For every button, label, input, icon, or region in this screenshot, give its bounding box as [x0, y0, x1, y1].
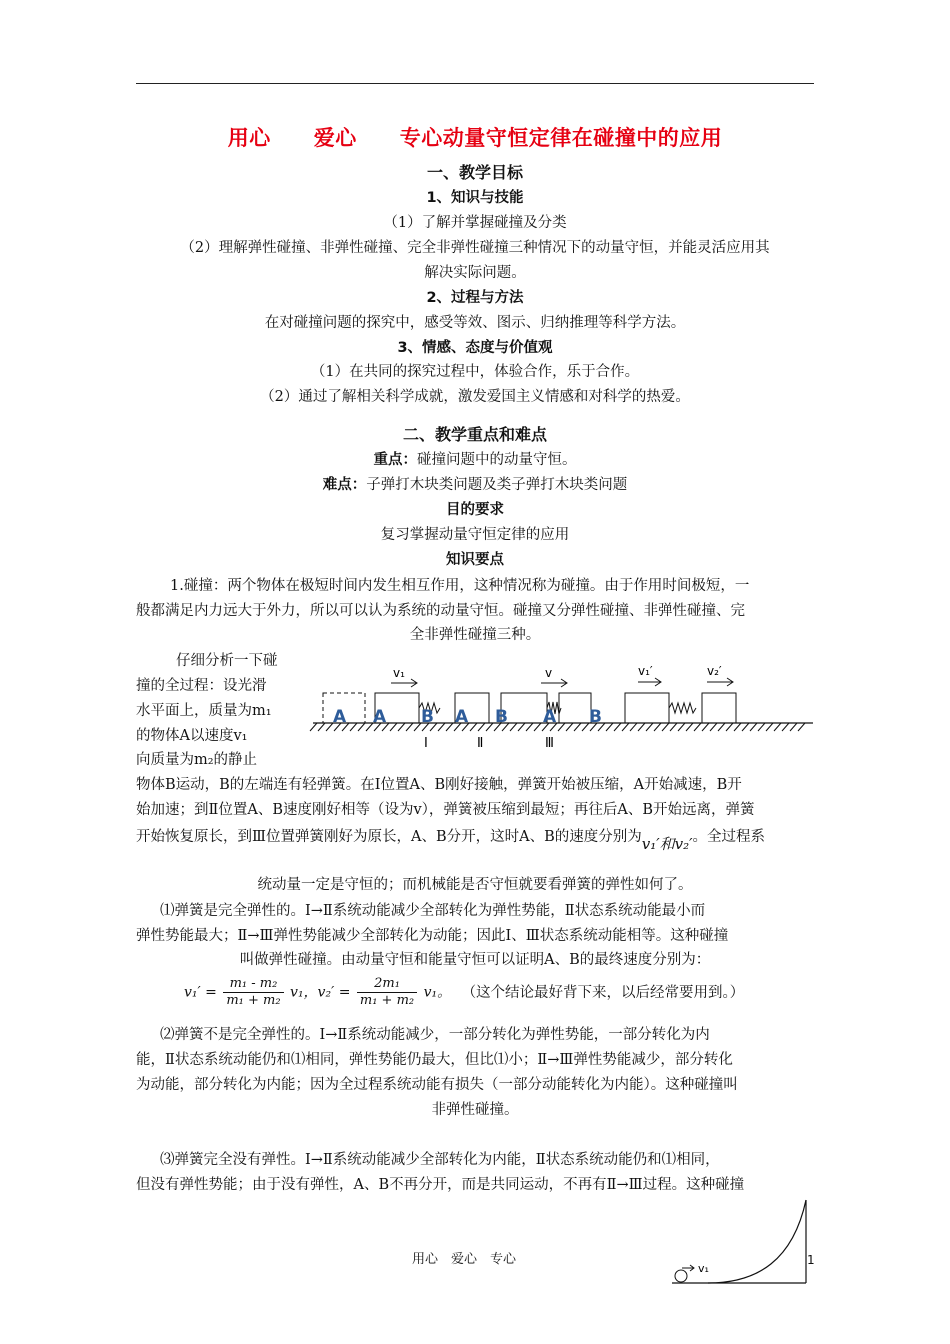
- ground-hatch: [574, 723, 581, 731]
- wrap-line-4: 的物体A以速度v₁: [136, 728, 248, 744]
- ground-hatch: [478, 723, 485, 731]
- ground-hatch: [702, 723, 709, 731]
- fraction-1-numerator: m₁ - m₂: [223, 976, 283, 993]
- ground-hatch: [558, 723, 565, 731]
- ball: [675, 1270, 687, 1282]
- para1-line1: 1.碰撞：两个物体在极短时间内发生相互作用，这种情况称为碰撞。由于作用时间极短，一: [170, 578, 750, 594]
- para2-line4: 统动量一定是守恒的；而机械能是否守恒就要看弹簧的弹性如何了。: [257, 877, 693, 893]
- ground-hatch: [758, 723, 765, 731]
- ground-hatch: [630, 723, 637, 731]
- ground-hatch: [742, 723, 749, 731]
- ground-hatch: [766, 723, 773, 731]
- ground-hatch: [638, 723, 645, 731]
- label-v2-prime: v₂′: [707, 664, 722, 678]
- ground-hatch: [654, 723, 661, 731]
- section-heading-objectives: 一、教学目标: [426, 163, 523, 182]
- ground-hatch: [646, 723, 653, 731]
- case1-line3: 叫做弹性碰撞。由动量守恒和能量守恒可以证明A、B的最终速度分别为：: [239, 952, 711, 968]
- collision-diagram: [305, 655, 825, 755]
- label-a: A: [455, 707, 469, 727]
- ground-hatch: [518, 723, 525, 731]
- objective-item-2b: 解决实际问题。: [424, 265, 526, 281]
- wrap-line-1: 仔细分析一下碰: [176, 653, 278, 669]
- ground-hatch: [358, 723, 365, 731]
- ground-hatch: [774, 723, 781, 731]
- page-number: 1: [807, 1253, 815, 1267]
- wrap-line-3: 水平面上，质量为m₁: [136, 703, 272, 719]
- ground-hatch: [566, 723, 573, 731]
- case1-line2: 弹性势能最大；Ⅱ→Ⅲ弹性势能减少全部转化为动能；因此Ⅰ、Ⅲ状态系统动能相等。这种碰撞: [136, 928, 729, 944]
- objective-item-2a: （2）理解弹性碰撞、非弹性碰撞、完全非弹性碰撞三种情况下的动量守恒，并能灵活应用其: [180, 240, 770, 256]
- corner-v1-label: v₁: [698, 1262, 709, 1275]
- curved-surface: [708, 1200, 806, 1283]
- ground-hatch: [678, 723, 685, 731]
- arrow-v: [541, 679, 567, 687]
- subheading-values: 3、情感、态度与价值观: [397, 340, 553, 356]
- subheading-knowledge: 1、知识与技能: [426, 190, 524, 206]
- section-heading-keypoints: 二、教学重点和难点: [402, 425, 547, 444]
- ground-hatch: [350, 723, 357, 731]
- label-b: B: [589, 707, 602, 727]
- key-point-label: 重点：: [373, 452, 417, 468]
- arrow-v1-prime: [638, 678, 661, 686]
- ground-hatch: [526, 723, 533, 731]
- fraction-2-denominator: m₁ + m₂: [359, 993, 415, 1008]
- difficult-point-label: 难点：: [322, 477, 367, 493]
- difficult-point-text: 子弹打木块类问题及类子弹打木块类问题: [366, 477, 628, 493]
- label-a: A: [543, 707, 557, 727]
- ground-hatch: [710, 723, 717, 731]
- ground-hatch: [390, 723, 397, 731]
- velocity-symbols: v₁′和v₂′: [641, 835, 693, 853]
- ground-hatch: [750, 723, 757, 731]
- position-marker-3: Ⅲ: [545, 736, 554, 751]
- block-b-pos3: [702, 693, 736, 723]
- wrap-line-5: 向质量为m₂的静止: [136, 752, 258, 768]
- position-marker-2: Ⅱ: [477, 736, 484, 751]
- key-point: [136, 447, 814, 473]
- case2-line3: 为动能，部分转化为内能；因为全过程系统动能有损失（一部分动能转化为内能）。这种碰撞叫: [136, 1077, 738, 1093]
- label-v: v: [545, 666, 553, 680]
- objective-item-4: （1）在共同的探究过程中，体验合作，乐于合作。: [310, 364, 640, 380]
- label-b: B: [421, 707, 434, 727]
- goal-heading: 目的要求: [446, 502, 504, 518]
- elastic-formula: [184, 976, 744, 1009]
- ground-hatch: [614, 723, 621, 731]
- para2-line3: [136, 823, 814, 853]
- ground-hatch: [622, 723, 629, 731]
- position-marker-1: Ⅰ: [424, 736, 428, 751]
- ground-hatch: [438, 723, 445, 731]
- label-a: A: [373, 707, 387, 727]
- ground-hatch: [694, 723, 701, 731]
- page-title: 用心 爱心 专心动量守恒定律在碰撞中的应用: [227, 126, 723, 150]
- para1-line3: 全非弹性碰撞三种。: [409, 627, 541, 643]
- difficult-point: [136, 472, 814, 498]
- ground-hatch: [398, 723, 405, 731]
- case1-line1: ⑴弹簧是完全弹性的。Ⅰ→Ⅱ系统动能减少全部转化为弹性势能，Ⅱ状态系统动能最小而: [160, 903, 706, 919]
- ground-hatch: [534, 723, 541, 731]
- objective-item-3: 在对碰撞问题的探究中，感受等效、图示、归纳推理等科学方法。: [264, 315, 686, 331]
- label-v1-prime: v₁′: [638, 664, 653, 678]
- objective-item-5: （2）通过了解相关科学成就，激发爱国主义情感和对科学的热爱。: [260, 389, 690, 405]
- block-b-pos2: [559, 693, 591, 723]
- formula-note: （这个结论最好背下来，以后经常要用到。）: [461, 984, 745, 1001]
- ground-hatch: [718, 723, 725, 731]
- label-b: B: [495, 707, 508, 727]
- label-a: A: [333, 707, 347, 727]
- ground-hatch: [486, 723, 493, 731]
- arrow-corner-v1: [682, 1265, 694, 1271]
- ground-hatch: [606, 723, 613, 731]
- ground-hatch: [734, 723, 741, 731]
- ground-hatch: [798, 723, 805, 731]
- para2-line1: 物体B运动，B的左端连有轻弹簧。在Ⅰ位置A、B刚好接触，弹簧开始被压缩，A开始减速，B开: [136, 777, 742, 793]
- ground-hatch: [686, 723, 693, 731]
- ground-hatch: [726, 723, 733, 731]
- case2-line4: 非弹性碰撞。: [431, 1102, 519, 1118]
- ground-hatch: [582, 723, 589, 731]
- ground-hatch: [366, 723, 373, 731]
- wrap-line-2: 撞的全过程：设光滑: [136, 678, 267, 694]
- formula-tail-2: v₁。: [423, 984, 452, 1001]
- subheading-process: 2、过程与方法: [426, 290, 524, 306]
- knowledge-heading: 知识要点: [446, 552, 504, 568]
- curved-track-diagram: [668, 1190, 818, 1290]
- ground-hatch: [670, 723, 677, 731]
- block-a-pos3: [625, 693, 669, 723]
- ground-hatch: [406, 723, 413, 731]
- formula-tail-1: v₁，v₂′ =: [290, 984, 351, 1001]
- ground-hatch: [414, 723, 421, 731]
- arrow-v1: [391, 679, 417, 687]
- ground-hatch: [782, 723, 789, 731]
- ground-hatch: [318, 723, 325, 731]
- goal-text: 复习掌握动量守恒定律的应用: [380, 527, 570, 543]
- header-rule: [136, 83, 814, 84]
- ground-hatch: [510, 723, 517, 731]
- para2-line2: 始加速；到Ⅱ位置A、B速度刚好相等（设为v），弹簧被压缩到最短；再往后A、B开始远离，弹簧: [136, 802, 755, 818]
- fraction-2-numerator: 2m₁: [357, 976, 417, 993]
- label-v1: v₁: [393, 666, 405, 680]
- ground-hatch: [446, 723, 453, 731]
- case2-line2: 能，Ⅱ状态系统动能仍和⑴相同，弹性势能仍最大，但比⑴小；Ⅱ→Ⅲ弹性势能减少，部分转化: [136, 1052, 733, 1068]
- case2-line1: ⑵弹簧不是完全弹性的。Ⅰ→Ⅱ系统动能减少，一部分转化为弹性势能，一部分转化为内: [160, 1027, 710, 1043]
- arrow-v2-prime: [707, 678, 733, 686]
- ground-hatch: [310, 723, 317, 731]
- ground-hatch: [326, 723, 333, 731]
- page-footer: 用心 爱心 专心: [412, 1252, 517, 1267]
- formula-v1-prime: v₁′ =: [184, 984, 217, 1001]
- case3-line1: ⑶弹簧完全没有弹性。Ⅰ→Ⅱ系统动能减少全部转化为内能，Ⅱ状态系统动能仍和⑴相同，: [160, 1152, 720, 1168]
- ground-hatch: [662, 723, 669, 731]
- ground-hatch: [470, 723, 477, 731]
- objective-item-1: （1）了解并掌握碰撞及分类: [383, 215, 567, 231]
- ground-hatch: [790, 723, 797, 731]
- para2-line3-text: 开始恢复原长，到Ⅲ位置弹簧刚好为原长，A、B分开，这时A、B的速度分别为: [136, 829, 642, 845]
- para2-line3-end: 。全过程系: [692, 829, 766, 845]
- spring-pos3: [669, 703, 696, 713]
- fraction-2: [357, 976, 417, 1009]
- fraction-1-denominator: m₁ + m₂: [226, 993, 281, 1008]
- case3-line2: 但没有弹性势能；由于没有弹性，A、B不再分开，而是共同运动，不再有Ⅱ→Ⅲ过程。这种碰撞: [136, 1177, 745, 1193]
- key-point-text: 碰撞问题中的动量守恒。: [417, 452, 577, 468]
- fraction-1: [223, 976, 283, 1009]
- para1-line2: 般都满足内力远大于外力，所以可以认为系统的动量守恒。碰撞又分弹性碰撞、非弹性碰撞、完: [136, 603, 745, 619]
